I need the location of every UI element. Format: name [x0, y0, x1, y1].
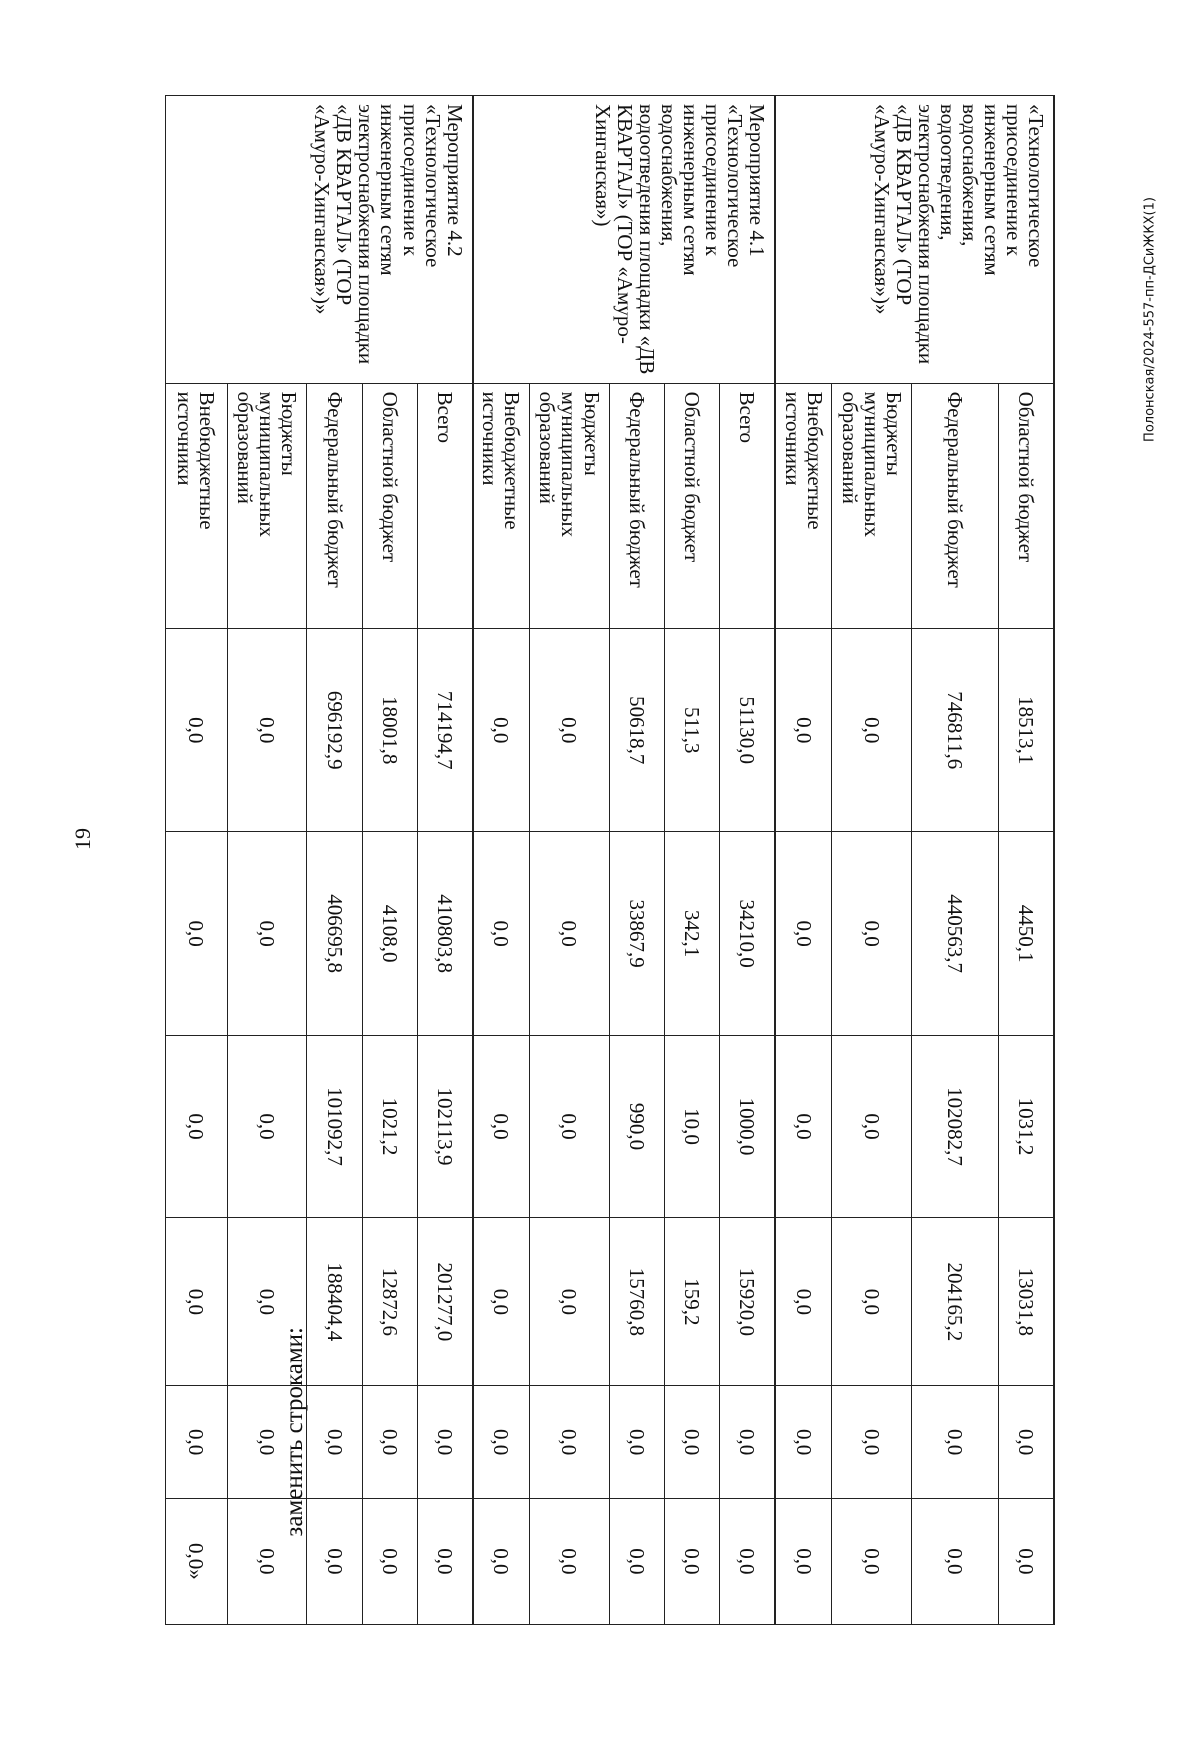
amount-cell: 0,0 [227, 1386, 307, 1498]
amount-cell: 0,0 [530, 1218, 610, 1386]
funding-source-cell: Федеральный бюджет [307, 383, 362, 628]
amount-cell: 406695,8 [307, 832, 362, 1035]
amount-cell: 0,0 [166, 629, 228, 832]
amount-cell: 50618,7 [609, 629, 664, 832]
amount-cell: 4108,0 [362, 832, 417, 1035]
funding-source-cell: Областной бюджет [665, 383, 720, 628]
amount-cell: 102082,7 [912, 1035, 999, 1217]
funding-source-cell: Областной бюджет [362, 383, 417, 628]
funding-source-cell: Всего [417, 383, 472, 628]
amount-cell: 0,0 [775, 1218, 832, 1386]
amount-cell: 0,0 [775, 1035, 832, 1217]
funding-source-cell: Всего [720, 383, 775, 628]
document-id: Полонская/2024-557-пп-ДСиЖКХ(1) [1142, 197, 1158, 442]
amount-cell: 0,0 [473, 832, 530, 1035]
amount-cell: 15920,0 [720, 1218, 775, 1386]
amount-cell: 0,0 [530, 1035, 610, 1217]
funding-source-cell: Внебюджетные источники [166, 383, 228, 628]
amount-cell: 0,0 [775, 832, 832, 1035]
amount-cell: 0,0 [417, 1386, 472, 1498]
amount-cell: 188404,4 [307, 1218, 362, 1386]
amount-cell: 0,0 [720, 1498, 775, 1624]
amount-cell: 0,0 [166, 1386, 228, 1498]
funding-source-cell: Бюджеты муниципальных образований [227, 383, 307, 628]
amount-cell: 0,0 [832, 629, 912, 832]
amount-cell: 0,0 [227, 1218, 307, 1386]
amount-cell: 0,0 [665, 1498, 720, 1624]
amount-cell: 10,0 [665, 1035, 720, 1217]
amount-cell: 0,0 [227, 832, 307, 1035]
amount-cell: 0,0 [473, 1035, 530, 1217]
amount-cell: 714194,7 [417, 629, 472, 832]
amount-cell: 1000,0 [720, 1035, 775, 1217]
page-number: 19 [70, 828, 95, 850]
amount-cell: 201277,0 [417, 1218, 472, 1386]
amount-cell: 0,0 [307, 1386, 362, 1498]
event-name-cell: Мероприятие 4.2 «Технологическое присоединение к инженерным сетям электроснабжения площадки «ДВ КВАРТАЛ» (ТОР «Амуро-Хинганская»)» [166, 96, 473, 384]
amount-cell: 440563,7 [912, 832, 999, 1035]
amount-cell: 342,1 [665, 832, 720, 1035]
amount-cell: 1021,2 [362, 1035, 417, 1217]
amount-cell: 0,0 [362, 1498, 417, 1624]
amount-cell: 0,0 [999, 1498, 1054, 1624]
amount-cell: 0,0 [473, 629, 530, 832]
amount-cell: 33867,9 [609, 832, 664, 1035]
funding-source-cell: Областной бюджет [999, 383, 1054, 628]
amount-cell: 102113,9 [417, 1035, 472, 1217]
amount-cell: 696192,9 [307, 629, 362, 832]
amount-cell: 0,0 [665, 1386, 720, 1498]
amount-cell: 0,0 [832, 1498, 912, 1624]
amount-cell: 0,0 [473, 1386, 530, 1498]
funding-source-cell: Внебюджетные источники [473, 383, 530, 628]
amount-cell: 0,0 [832, 832, 912, 1035]
amount-cell: 746811,6 [912, 629, 999, 832]
amount-cell: 0,0 [832, 1035, 912, 1217]
amount-cell: 0,0 [530, 832, 610, 1035]
amount-cell: 0,0 [832, 1386, 912, 1498]
amount-cell: 511,3 [665, 629, 720, 832]
amount-cell: 51130,0 [720, 629, 775, 832]
amount-cell: 0,0 [775, 1386, 832, 1498]
amount-cell: 12872,6 [362, 1218, 417, 1386]
amount-cell: 18001,8 [362, 629, 417, 832]
amount-cell: 0,0 [999, 1386, 1054, 1498]
event-name-cell: «Технологическое присоединение к инженерным сетям водоснабжения, водоотведения, электроснабжения площадки «ДВ КВАРТАЛ» (ТОР «Амуро-Хинганская»)» [775, 96, 1054, 384]
amount-cell: 0,0 [609, 1386, 664, 1498]
funding-source-cell: Бюджеты муниципальных образований [832, 383, 912, 628]
amount-cell: 159,2 [665, 1218, 720, 1386]
table-row [720, 96, 775, 1625]
funding-source-cell: Федеральный бюджет [609, 383, 664, 628]
amount-cell: 13031,8 [999, 1218, 1054, 1386]
amount-cell: 0,0 [227, 1035, 307, 1217]
amount-cell: 0,0 [417, 1498, 472, 1624]
amount-cell: 15760,8 [609, 1218, 664, 1386]
amount-cell: 0,0 [362, 1386, 417, 1498]
funding-source-cell: Бюджеты муниципальных образований [530, 383, 610, 628]
amount-cell: 0,0 [307, 1498, 362, 1624]
amount-cell: 0,0 [227, 629, 307, 832]
amount-cell: 0,0 [720, 1386, 775, 1498]
amount-cell: 0,0 [912, 1498, 999, 1624]
funding-source-cell: Федеральный бюджет [912, 383, 999, 628]
amount-cell: 0,0 [473, 1498, 530, 1624]
amount-cell: 0,0 [166, 832, 228, 1035]
table-row [999, 96, 1054, 1625]
replace-note: заменить строками: [281, 1327, 308, 1537]
funding-source-cell: Внебюджетные источники [775, 383, 832, 628]
amount-cell: 0,0 [530, 1498, 610, 1624]
table-row [417, 96, 472, 1625]
amount-cell: 0,0 [530, 1386, 610, 1498]
funding-table [165, 95, 1055, 1625]
amount-cell: 0,0 [530, 629, 610, 832]
amount-cell: 1031,2 [999, 1035, 1054, 1217]
funding-table-container [165, 95, 1055, 1625]
amount-cell: 0,0 [912, 1386, 999, 1498]
amount-cell: 0,0 [166, 1218, 228, 1386]
amount-cell: 0,0 [227, 1498, 307, 1624]
amount-cell: 101092,7 [307, 1035, 362, 1217]
amount-cell: 0,0 [775, 1498, 832, 1624]
amount-cell: 18513,1 [999, 629, 1054, 832]
amount-cell: 0,0» [166, 1498, 228, 1624]
amount-cell: 0,0 [473, 1218, 530, 1386]
amount-cell: 0,0 [609, 1498, 664, 1624]
amount-cell: 0,0 [775, 629, 832, 832]
amount-cell: 990,0 [609, 1035, 664, 1217]
amount-cell: 0,0 [832, 1218, 912, 1386]
amount-cell: 0,0 [166, 1035, 228, 1217]
amount-cell: 204165,2 [912, 1218, 999, 1386]
event-name-cell: Мероприятие 4.1 «Технологическое присоединение к инженерным сетям водоснабжения, водоотведения площадки «ДВ КВАРТАЛ» (ТОР «Амуро-Хинганская») [473, 96, 775, 384]
amount-cell: 34210,0 [720, 832, 775, 1035]
amount-cell: 410803,8 [417, 832, 472, 1035]
amount-cell: 4450,1 [999, 832, 1054, 1035]
